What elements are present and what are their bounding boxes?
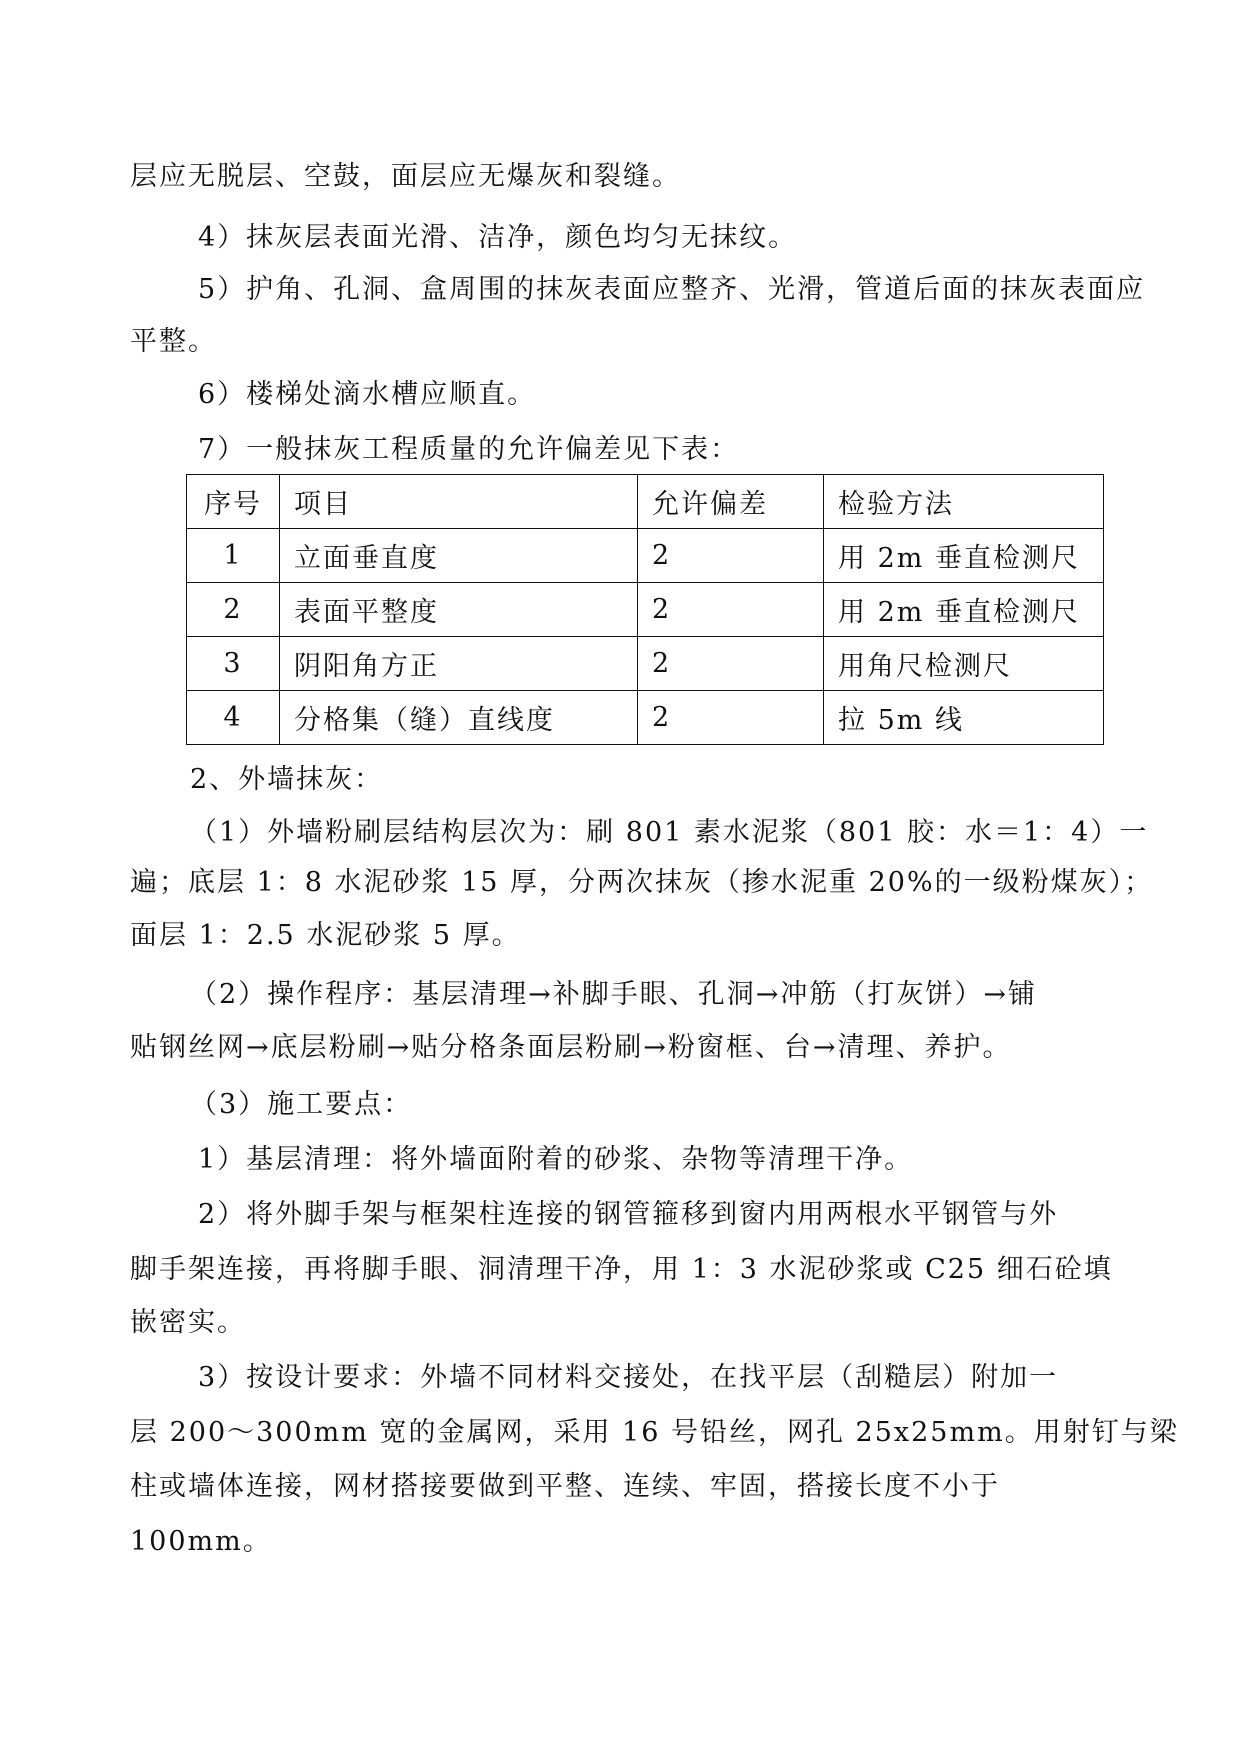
paragraph-item-4: 4）抹灰层表面光滑、洁净，颜色均匀无抹纹。 (198, 222, 798, 253)
table-cell-item: 表面平整度 (280, 583, 638, 637)
table-cell-item: 分格集（缝）直线度 (280, 691, 638, 745)
tolerance-table (186, 474, 1104, 745)
table-cell-item: 阴阳角方正 (280, 637, 638, 691)
paragraph-line: 遍；底层 1：8 水泥砂浆 15 厚，分两次抹灰（掺水泥重 20%的一级粉煤灰）； (130, 867, 1154, 898)
paragraph-item-6: 6）楼梯处滴水槽应顺直。 (198, 379, 537, 410)
paragraph-item: 1）基层清理：将外墙面附着的砂浆、杂物等清理干净。 (198, 1144, 914, 1175)
table-header-cell: 检验方法 (824, 475, 1104, 529)
paragraph-line: 层 200～300mm 宽的金属网，采用 16 号铅丝，网孔 25x25mm。用射钉与梁 (130, 1417, 1179, 1448)
table-row (187, 529, 1104, 583)
paragraph-line: 脚手架连接，再将脚手眼、洞清理干净，用 1：3 水泥砂浆或 C25 细石砼填 (130, 1254, 1113, 1285)
table-header-cell: 序号 (187, 475, 280, 529)
table-header-cell: 项目 (280, 475, 638, 529)
table-cell-tolerance: 2 (638, 637, 824, 691)
table-cell-index: 3 (187, 637, 280, 691)
paragraph-item: 2）将外脚手架与框架柱连接的钢管箍移到窗内用两根水平钢管与外 (198, 1199, 1059, 1230)
table-cell-method: 用 2m 垂直检测尺 (824, 529, 1104, 583)
table-cell-method: 拉 5m 线 (824, 691, 1104, 745)
paragraph-line: 100mm。 (130, 1526, 272, 1557)
table-cell-index: 2 (187, 583, 280, 637)
table-row (187, 637, 1104, 691)
table-row (187, 691, 1104, 745)
paragraph-item: 3）按设计要求：外墙不同材料交接处，在找平层（刮糙层）附加一 (198, 1362, 1059, 1393)
table-cell-tolerance: 2 (638, 691, 824, 745)
paragraph-line: 层应无脱层、空鼓，面层应无爆灰和裂缝。 (130, 161, 681, 192)
paragraph-item: （2）操作程序：基层清理→补脚手眼、孔洞→冲筋（打灰饼）→铺 (190, 979, 1038, 1010)
paragraph-line: 贴钢丝网→底层粉刷→贴分格条面层粉刷→粉窗框、台→清理、养护。 (130, 1032, 1012, 1063)
paragraph-line: 嵌密实。 (130, 1307, 246, 1338)
paragraph-item-5: 5）护角、孔洞、盒周围的抹灰表面应整齐、光滑，管道后面的抹灰表面应 (198, 274, 1146, 305)
paragraph-item: （3）施工要点： (190, 1089, 413, 1120)
paragraph-line: 平整。 (130, 326, 217, 357)
table-cell-tolerance: 2 (638, 529, 824, 583)
paragraph-line: 面层 1：2.5 水泥砂浆 5 厚。 (130, 920, 521, 951)
section-heading: 2、外墙抹灰： (190, 764, 384, 795)
paragraph-item-7: 7）一般抹灰工程质量的允许偏差见下表： (198, 434, 740, 465)
paragraph-item: （1）外墙粉刷层结构层次为：刷 801 素水泥浆（801 胶：水＝1：4）一 (190, 817, 1149, 848)
table-cell-index: 4 (187, 691, 280, 745)
table-cell-item: 立面垂直度 (280, 529, 638, 583)
table-row (187, 583, 1104, 637)
table-header-row (187, 475, 1104, 529)
table-header-cell: 允许偏差 (638, 475, 824, 529)
table-cell-tolerance: 2 (638, 583, 824, 637)
table-cell-index: 1 (187, 529, 280, 583)
table-cell-method: 用 2m 垂直检测尺 (824, 583, 1104, 637)
paragraph-line: 柱或墙体连接，网材搭接要做到平整、连续、牢固，搭接长度不小于 (130, 1471, 1000, 1502)
table-cell-method: 用角尺检测尺 (824, 637, 1104, 691)
